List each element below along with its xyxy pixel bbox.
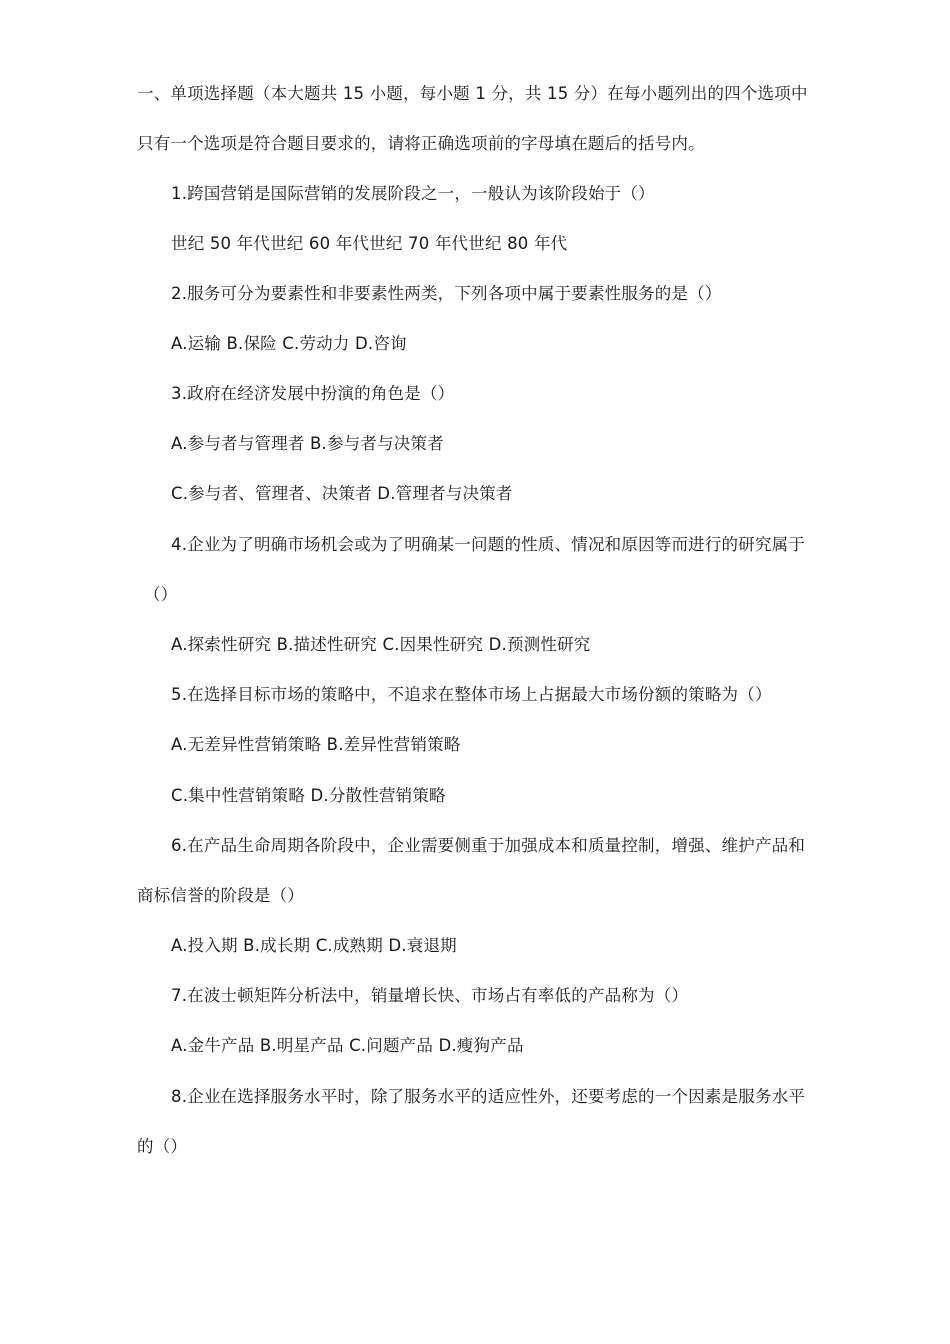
question-8: 8.企业在选择服务水平时，除了服务水平的适应性外，还要考虑的一个因素是服务水平 [171,1087,806,1106]
question-5-options-a-b: A.无差异性营销策略 B.差异性营销策略 [171,735,461,754]
question-3-options-c-d: C.参与者、管理者、决策者 D.管理者与决策者 [171,484,513,503]
question-1-options: 世纪 50 年代世纪 60 年代世纪 70 年代世纪 80 年代 [171,234,568,253]
section-heading-line-2: 只有一个选项是符合题目要求的，请将正确选项前的字母填在题后的括号内。 [137,134,705,153]
question-4-options: A.探索性研究 B.描述性研究 C.因果性研究 D.预测性研究 [171,635,591,654]
question-3-options-a-b: A.参与者与管理者 B.参与者与决策者 [171,434,444,453]
question-5: 5.在选择目标市场的策略中，不追求在整体市场上占据最大市场份额的策略为（） [171,685,772,704]
section-heading-line-1: 一、单项选择题（本大题共 15 小题，每小题 1 分，共 15 分）在每小题列出的四个选项中 [137,84,808,103]
question-8-continued: 的（） [137,1137,188,1156]
question-2: 2.服务可分为要素性和非要素性两类，下列各项中属于要素性服务的是（） [171,284,722,303]
question-3: 3.政府在经济发展中扮演的角色是（） [171,384,455,403]
question-7-options: A.金牛产品 B.明星产品 C.问题产品 D.瘦狗产品 [171,1036,524,1055]
question-6: 6.在产品生命周期各阶段中，企业需要侧重于加强成本和质量控制，增强、维护产品和 [171,836,806,855]
question-2-options: A.运输 B.保险 C.劳动力 D.咨询 [171,334,407,353]
question-7: 7.在波士顿矩阵分析法中，销量增长快、市场占有率低的产品称为（） [171,986,689,1005]
question-4-continued: （） [144,585,178,604]
question-4: 4.企业为了明确市场机会或为了明确某一问题的性质、情况和原因等而进行的研究属于 [171,535,806,554]
question-6-options: A.投入期 B.成长期 C.成熟期 D.衰退期 [171,936,457,955]
question-6-continued: 商标信誉的阶段是（） [137,886,304,905]
question-1: 1.跨国营销是国际营销的发展阶段之一，一般认为该阶段始于（） [171,184,655,203]
question-5-options-c-d: C.集中性营销策略 D.分散性营销策略 [171,786,446,805]
